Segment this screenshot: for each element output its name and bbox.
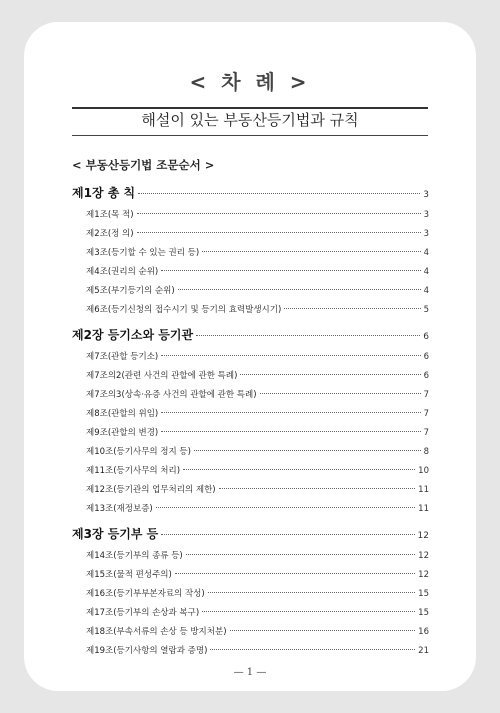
dot-leader (137, 232, 421, 233)
dot-leader (161, 431, 420, 432)
page-ref: 8 (423, 447, 429, 457)
toc-article-row[interactable] (72, 227, 429, 239)
toc-article-row[interactable] (72, 606, 429, 618)
page-number: — 1 — (233, 667, 267, 678)
document-page (24, 22, 476, 691)
dot-leader (284, 308, 420, 309)
article-title: 제8조(관할의 위임) (86, 409, 159, 419)
toc-article-row[interactable] (72, 625, 429, 637)
page-ref: 7 (423, 409, 429, 419)
toc-article-row[interactable] (72, 284, 429, 296)
page-ref: 12 (418, 551, 429, 561)
page-ref: 3 (423, 229, 429, 239)
page-ref: 12 (417, 531, 429, 541)
article-title: 제3조(등기할 수 있는 권리 등) (86, 248, 200, 258)
dot-leader (219, 488, 416, 489)
toc-article-row[interactable] (72, 464, 429, 476)
dot-leader (137, 213, 421, 214)
article-title: 제10조(등기사무의 정지 등) (86, 447, 191, 457)
dot-leader (260, 393, 421, 394)
page-ref: 10 (418, 466, 429, 476)
section-header: < 부동산등기법 조문순서 > (72, 158, 215, 172)
toc-article-row[interactable] (72, 549, 429, 561)
article-title: 제1조(목 적) (86, 210, 134, 220)
chapter-title: 제3장 등기부 등 (72, 527, 159, 541)
page-ref: 16 (418, 627, 429, 637)
article-title: 제14조(등기부의 종류 등) (86, 551, 183, 561)
article-title: 제11조(등기사무의 처리) (86, 466, 181, 476)
dot-leader (208, 592, 415, 593)
dot-leader (230, 630, 416, 631)
article-title: 제13조(재정보증) (86, 504, 153, 514)
article-title: 제18조(부속서류의 손상 등 방지처분) (86, 627, 227, 637)
toc-article-row[interactable] (72, 407, 429, 419)
toc-article-row[interactable] (72, 445, 429, 457)
dot-leader (183, 469, 415, 470)
page-ref: 6 (423, 332, 429, 342)
article-title: 제17조(등기부의 손상과 복구) (86, 608, 200, 618)
article-title: 제7조의2(관련 사건의 관할에 관한 특례) (86, 371, 238, 381)
page-ref: 7 (423, 428, 429, 438)
chapter-title: 제1장 총 칙 (72, 186, 136, 200)
dot-leader (196, 335, 420, 336)
article-title: 제6조(등기신청의 접수시기 및 등기의 효력발생시기) (86, 305, 282, 315)
article-title: 제7조의3(상속·유증 사건의 관할에 관한 특례) (86, 390, 257, 400)
dot-leader (178, 289, 421, 290)
article-title: 제19조(등기사항의 열람과 증명) (86, 646, 208, 656)
book-title: 해설이 있는 부동산등기법과 규칙 (141, 111, 359, 129)
dot-leader (202, 611, 415, 612)
toc-article-row[interactable] (72, 483, 429, 495)
page-ref: 12 (418, 570, 429, 580)
chapter-title: 제2장 등기소와 등기관 (72, 328, 194, 342)
page-ref: 3 (423, 210, 429, 220)
toc-article-row[interactable] (72, 568, 429, 580)
title-rule-bottom (72, 135, 428, 136)
article-title: 제15조(물적 편성주의) (86, 570, 172, 580)
article-title: 제12조(등기관의 업무처리의 제한) (86, 485, 216, 495)
page-ref: 11 (418, 504, 429, 514)
toc-article-row[interactable] (72, 426, 429, 438)
toc-article-row[interactable] (72, 644, 429, 656)
page-ref: 3 (423, 190, 429, 200)
article-title: 제4조(권리의 순위) (86, 267, 159, 277)
page-ref: 5 (423, 305, 429, 315)
toc-chapter-row[interactable] (72, 184, 429, 201)
dot-leader (186, 554, 415, 555)
toc-article-row[interactable] (72, 208, 429, 220)
article-title: 제9조(관할의 변경) (86, 428, 159, 438)
page-ref: 11 (418, 485, 429, 495)
page-ref: 15 (418, 589, 429, 599)
article-title: 제5조(부기등기의 순위) (86, 286, 175, 296)
dot-leader (240, 374, 420, 375)
page-ref: 7 (423, 390, 429, 400)
toc-heading: < 차 례 > (189, 70, 311, 94)
toc-article-row[interactable] (72, 350, 429, 362)
page-ref: 6 (423, 371, 429, 381)
page-ref: 21 (418, 646, 429, 656)
toc-article-row[interactable] (72, 303, 429, 315)
toc-article-row[interactable] (72, 265, 429, 277)
page-ref: 4 (423, 286, 429, 296)
toc-article-row[interactable] (72, 388, 429, 400)
article-title: 제7조(관할 등기소) (86, 352, 159, 362)
dot-leader (161, 355, 420, 356)
toc-chapter-row[interactable] (72, 525, 429, 542)
page-ref: 15 (418, 608, 429, 618)
toc-article-row[interactable] (72, 246, 429, 258)
article-title: 제2조(정 의) (86, 229, 134, 239)
toc-chapter-row[interactable] (72, 326, 429, 343)
page-ref: 4 (423, 248, 429, 258)
dot-leader (161, 412, 420, 413)
dot-leader (156, 507, 415, 508)
dot-leader (161, 534, 414, 535)
dot-leader (194, 450, 421, 451)
toc-article-row[interactable] (72, 587, 429, 599)
dot-leader (138, 193, 420, 194)
article-title: 제16조(등기부부본자료의 작성) (86, 589, 205, 599)
dot-leader (175, 573, 415, 574)
toc-article-row[interactable] (72, 369, 429, 381)
dot-leader (161, 270, 420, 271)
dot-leader (202, 251, 420, 252)
dot-leader (210, 649, 415, 650)
page-ref: 4 (423, 267, 429, 277)
page-ref: 6 (423, 352, 429, 362)
toc-article-row[interactable] (72, 502, 429, 514)
